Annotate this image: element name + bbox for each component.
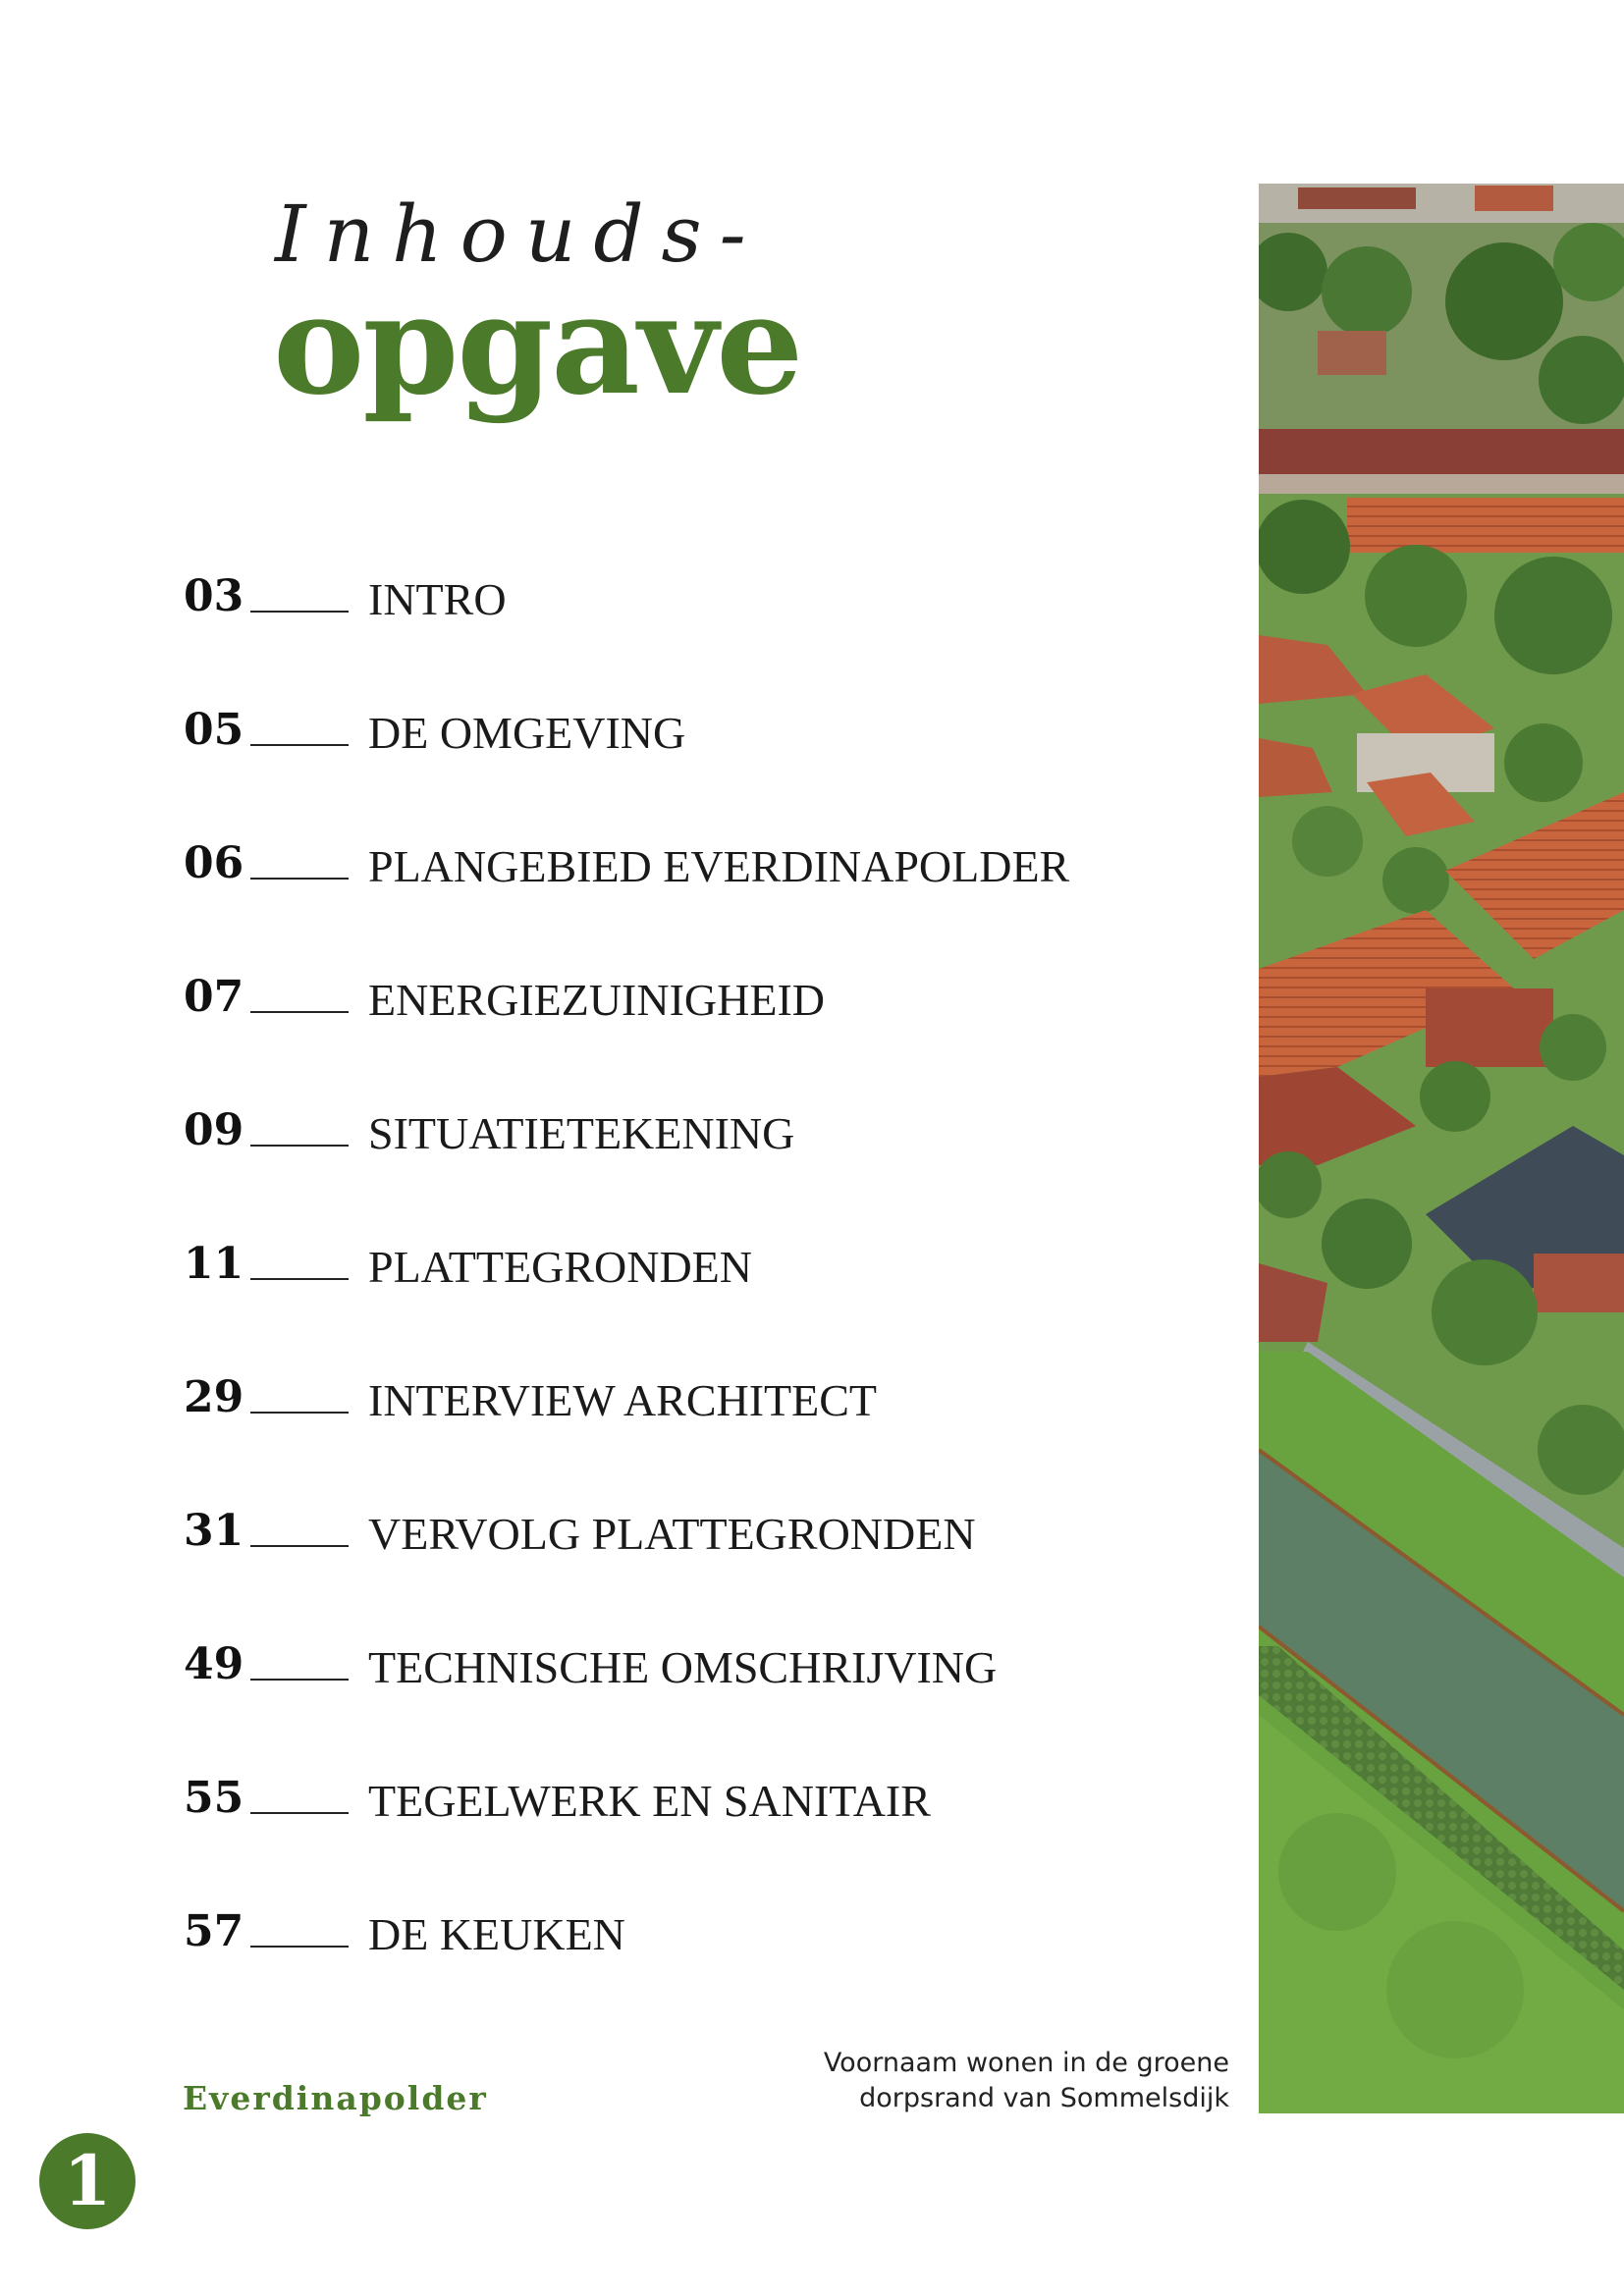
toc-label: PLATTEGRONDEN (368, 1242, 752, 1292)
toc-leader-line (250, 1545, 349, 1547)
toc-leader-line (250, 1812, 349, 1814)
toc-label: SITUATIETEKENING (368, 1108, 795, 1158)
toc-label: DE KEUKEN (368, 1909, 625, 1959)
toc-item[interactable] (184, 1465, 1165, 1559)
toc-item[interactable] (184, 1598, 1165, 1692)
toc-page-number: 57 (184, 1906, 244, 1956)
toc-leader-line (250, 1412, 349, 1414)
toc-item[interactable] (184, 1198, 1165, 1292)
toc-page-number: 31 (184, 1506, 244, 1556)
brand-name: Everdinapolder (183, 2079, 488, 2117)
toc-leader-line (250, 1679, 349, 1681)
toc-page-number: 03 (184, 571, 244, 621)
toc-item[interactable] (184, 931, 1165, 1025)
toc-page-number: 29 (184, 1372, 244, 1422)
aerial-neighbourhood-photo (1259, 184, 1624, 2113)
toc-leader-line (250, 1946, 349, 1948)
title-line-2: opgave (273, 265, 802, 426)
toc-label: DE OMGEVING (368, 708, 686, 758)
toc-label: INTERVIEW ARCHITECT (368, 1375, 878, 1425)
toc-leader-line (250, 1011, 349, 1013)
toc-item[interactable] (184, 797, 1165, 891)
toc-item[interactable] (184, 1331, 1165, 1425)
toc-leader-line (250, 1145, 349, 1147)
toc-page-number: 11 (184, 1239, 244, 1289)
tagline (824, 2046, 1229, 2116)
toc-label: PLANGEBIED EVERDINAPOLDER (368, 841, 1070, 891)
toc-item[interactable] (184, 1865, 1165, 1959)
toc-page-number: 09 (184, 1105, 244, 1155)
toc-page-number: 05 (184, 705, 244, 755)
toc-page-number: 06 (184, 838, 244, 888)
toc-page-number: 55 (184, 1773, 244, 1823)
toc-leader-line (250, 1278, 349, 1280)
toc-leader-line (250, 744, 349, 746)
tagline-line-1: Voornaam wonen in de groene (823, 2048, 1229, 2078)
toc-item[interactable] (184, 530, 1165, 624)
toc-item[interactable] (184, 1064, 1165, 1158)
toc-leader-line (250, 611, 349, 613)
toc-page-number: 49 (184, 1639, 244, 1689)
toc-label: VERVOLG PLATTEGRONDEN (368, 1509, 976, 1559)
page-number-badge: 1 (39, 2133, 135, 2229)
toc-label: ENERGIEZUINIGHEID (368, 975, 825, 1025)
toc-label: TECHNISCHE OMSCHRIJVING (368, 1642, 998, 1692)
toc-leader-line (250, 878, 349, 880)
toc-item[interactable] (184, 1732, 1165, 1826)
toc-item[interactable] (184, 664, 1165, 758)
toc-page-number: 07 (184, 972, 244, 1022)
tagline-line-2: dorpsrand van Sommelsdijk (859, 2083, 1229, 2113)
title-line-1: Inhouds- (275, 188, 764, 280)
toc-label: TEGELWERK EN SANITAIR (368, 1776, 931, 1826)
toc-label: INTRO (368, 574, 507, 624)
